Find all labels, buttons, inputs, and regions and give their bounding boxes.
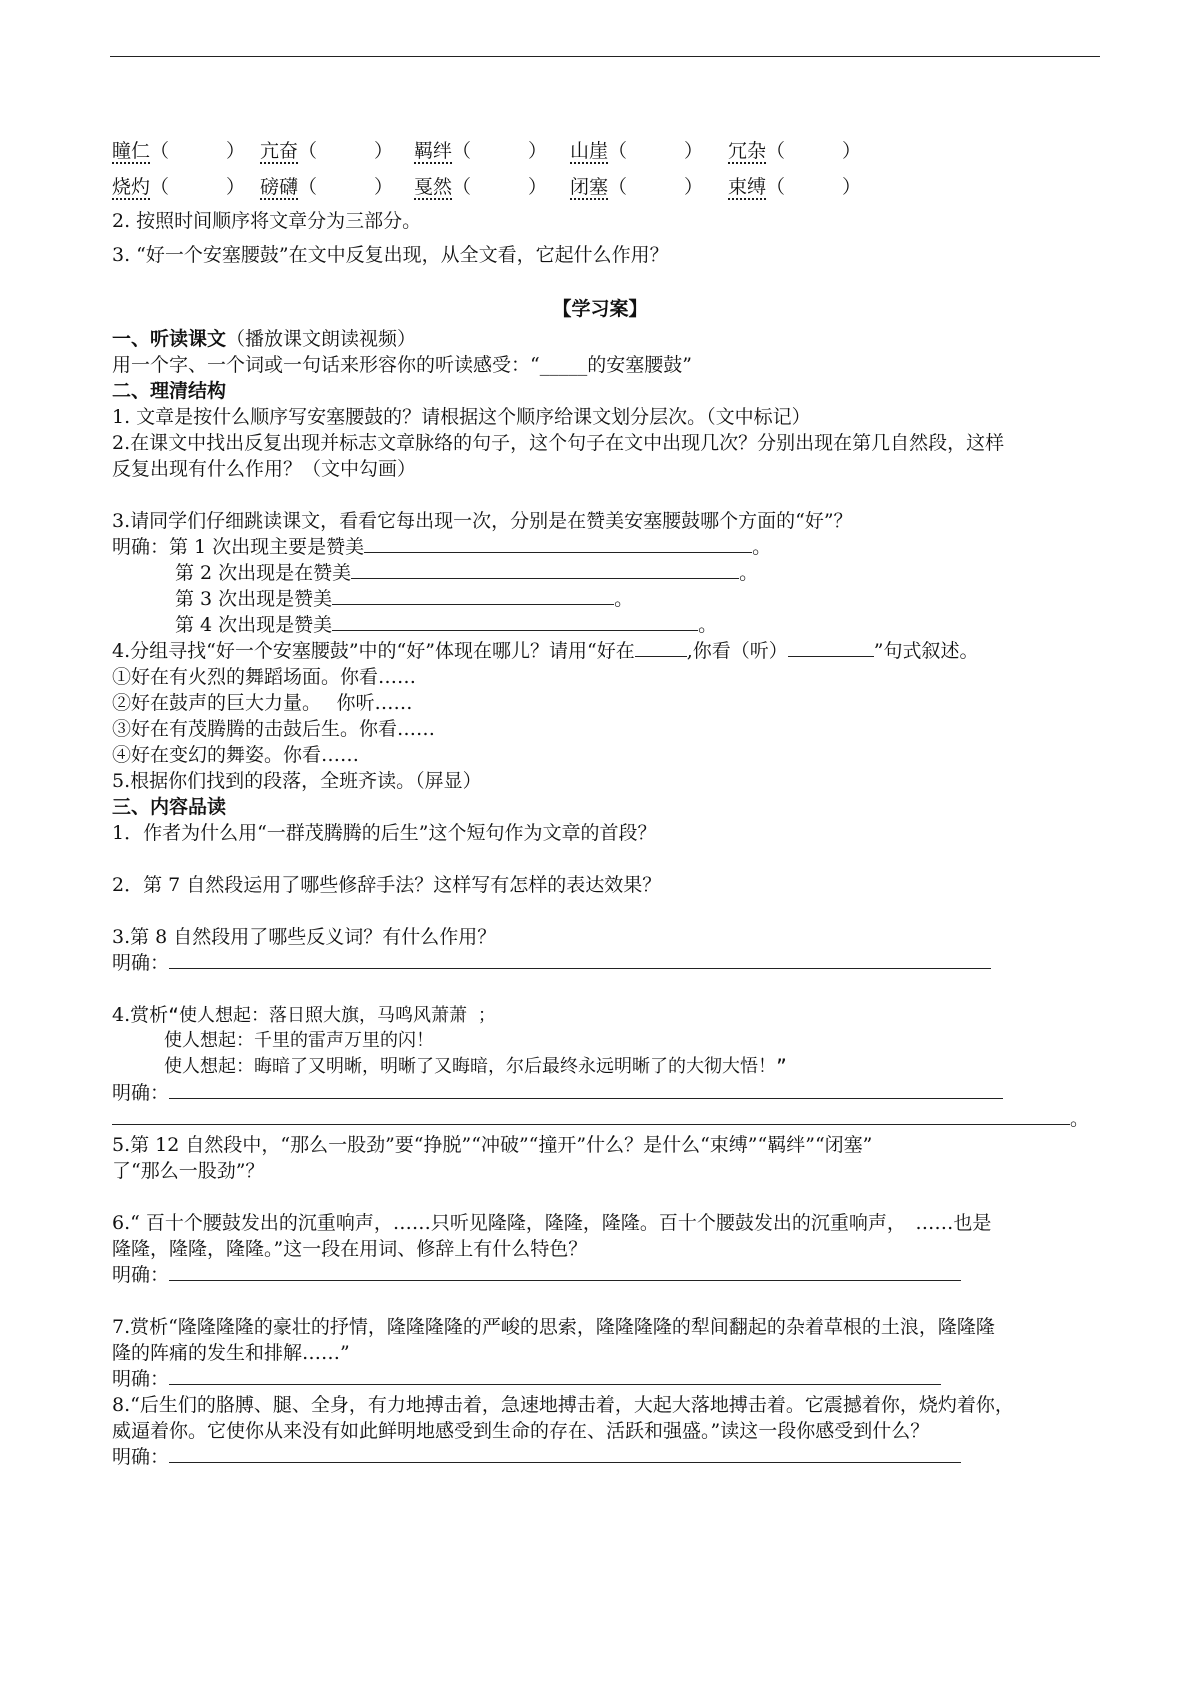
vocab-word: 山崖 <box>570 140 609 162</box>
s2-option-4: ④好在变幻的舞姿。你看…… <box>112 744 360 766</box>
s3-q4-lead: 4.赏析 <box>112 1004 169 1026</box>
answer-label: 明确： <box>112 1082 170 1104</box>
s3-q4-answer <box>112 1080 1003 1106</box>
s2-m4-label: 第 4 次出现是赞美 <box>175 614 333 636</box>
answer-blank[interactable] <box>169 1262 961 1281</box>
answer-blank[interactable] <box>169 1366 941 1385</box>
preview-q2: 2. 按照时间顺序将文章分为三部分。 <box>112 210 422 232</box>
s3-q8a: 8.“后生们的胳膊、腿、全身，有力地搏击着，急速地搏击着，大起大落地搏击着。它震撼着你，烧灼着你， <box>112 1394 1014 1416</box>
s3-q8-answer <box>112 1444 961 1470</box>
s2-q2b: 反复出现有什么作用？（文中勾画） <box>112 458 417 480</box>
s3-q6b: 隆隆，隆隆，隆隆。”这一段在用词、修辞上有什么特色？ <box>112 1238 588 1260</box>
s2-q2a: 2.在课文中找出反复出现并标志文章脉络的句子，这个句子在文中出现几次？分别出现在第几自然段，这样 <box>112 432 1005 454</box>
answer-label: 明确： <box>112 952 170 974</box>
s1-prompt-b: 的安塞腰鼓” <box>587 354 692 376</box>
vocab-paren[interactable]: （ ） <box>766 140 862 162</box>
answer-blank[interactable] <box>635 638 687 657</box>
s3-q4-answer-2 <box>112 1106 1089 1132</box>
vocab-paren[interactable]: （ ） <box>298 140 394 162</box>
period: 。 <box>752 536 772 558</box>
s3-q7b: 隆的阵痛的发生和排解……” <box>112 1342 350 1364</box>
answer-blank[interactable] <box>332 612 698 631</box>
s2-q4c: ”句式叙述。 <box>873 640 979 662</box>
s2-q4 <box>112 638 978 664</box>
s3-q5b: 了“那么一股劲”？ <box>112 1160 265 1182</box>
s2-m3-label: 第 3 次出现是赞美 <box>175 588 333 610</box>
s3-q6-answer <box>112 1262 961 1288</box>
vocab-word: 羁绊 <box>414 140 453 162</box>
vocab-paren[interactable]: （ ） <box>298 176 394 198</box>
s2-option-3: ③好在有茂腾腾的击鼓后生。你看…… <box>112 718 436 740</box>
s2-m2 <box>175 560 758 586</box>
vocab-word: 磅礴 <box>260 176 299 198</box>
preview-q3: 3. “好一个安塞腰鼓”在文中反复出现，从全文看，它起什么作用？ <box>112 244 669 266</box>
s3-q4-quote-2: 使人想起：千里的雷声万里的闪！ <box>164 1030 434 1051</box>
s3-q4-quote-3: 使人想起：晦暗了又明晰，明晰了又晦暗，尔后最终永远明晰了的大彻大悟！” <box>164 1056 787 1077</box>
s1-prompt <box>112 352 692 378</box>
s1-heading-line <box>112 326 416 352</box>
answer-blank[interactable] <box>169 950 991 969</box>
s2-q5: 5.根据你们找到的段落，全班齐读。（屏显） <box>112 770 482 792</box>
s3-q2: 2．第 7 自然段运用了哪些修辞手法？这样写有怎样的表达效果？ <box>112 874 662 896</box>
vocab-word: 烧灼 <box>112 176 151 198</box>
vocab-paren[interactable]: （ ） <box>608 176 704 198</box>
answer-label: 明确： <box>112 1368 170 1390</box>
s2-m3 <box>175 586 633 612</box>
s3-q5a: 5.第 12 自然段中，“那么一股劲”要“挣脱”“冲破”“撞开”什么？是什么“束缚”“羁绊”“闭塞” <box>112 1134 873 1156</box>
s3-q8b: 威逼着你。它使你从来没有如此鲜明地感受到生命的存在、活跃和强盛。”读这一段你感受到什么？ <box>112 1420 930 1442</box>
answer-blank[interactable] <box>169 1080 1003 1099</box>
vocab-word: 冗杂 <box>728 140 767 162</box>
s2-m2-label: 第 2 次出现是在赞美 <box>175 562 352 584</box>
vocab-paren[interactable]: （ ） <box>150 176 246 198</box>
answer-label: 明确： <box>112 1264 170 1286</box>
period: 。 <box>614 588 634 610</box>
s3-q4-quote-1: “使人想起：落日照大旗，马鸣风萧萧 ； <box>168 1005 496 1026</box>
answer-blank[interactable] <box>351 560 739 579</box>
answer-blank[interactable] <box>169 1444 961 1463</box>
vocab-word: 束缚 <box>728 176 767 198</box>
period: 。 <box>1070 1108 1090 1130</box>
s3-q7a: 7.赏析“隆隆隆隆的豪壮的抒情，隆隆隆隆的严峻的思索，隆隆隆隆的犁间翻起的杂着草根的土浪，隆隆隆 <box>112 1316 995 1338</box>
s3-q3: 3.第 8 自然段用了哪些反义词？有什么作用？ <box>112 926 497 948</box>
s3-q6a: 6.“ 百十个腰鼓发出的沉重响声，……只听见隆隆，隆隆，隆隆。百十个腰鼓发出的沉重响声， ……也是 <box>112 1212 992 1234</box>
s2-m1-label: 明确：第 1 次出现主要是赞美 <box>112 536 365 558</box>
s2-option-2: ②好在鼓声的巨大力量。 你听…… <box>112 692 413 714</box>
vocab-paren[interactable]: （ ） <box>608 140 704 162</box>
s3-q3-answer <box>112 950 991 976</box>
s1-note: （播放课文朗读视频） <box>226 328 417 350</box>
s1-blank[interactable]: _____ <box>539 354 588 376</box>
vocab-word: 戛然 <box>414 176 453 198</box>
header-rule <box>110 56 1100 57</box>
answer-blank[interactable] <box>332 586 614 605</box>
section-title: 【学习案】 <box>552 298 648 320</box>
s3-q1: 1．作者为什么用“一群茂腾腾的后生”这个短句作为文章的首段？ <box>112 822 657 844</box>
answer-blank[interactable] <box>788 638 874 657</box>
vocab-word: 瞳仁 <box>112 140 151 162</box>
s2-q4b: ,你看（听） <box>686 640 788 662</box>
s2-m1 <box>112 534 771 560</box>
s1-prompt-a: 用一个字、一个词或一句话来形容你的听读感受：“ <box>112 354 540 376</box>
answer-label: 明确： <box>112 1446 170 1468</box>
vocab-word: 亢奋 <box>260 140 299 162</box>
period: 。 <box>739 562 759 584</box>
answer-blank[interactable] <box>112 1106 1070 1125</box>
vocab-word: 闭塞 <box>570 176 609 198</box>
s2-q1: 1. 文章是按什么顺序写安塞腰鼓的？请根据这个顺序给课文划分层次。（文中标记） <box>112 406 811 428</box>
s2-heading: 二、理清结构 <box>112 380 227 402</box>
vocab-paren[interactable]: （ ） <box>452 176 548 198</box>
s2-q3: 3.请同学们仔细跳读课文，看看它每出现一次，分别是在赞美安塞腰鼓哪个方面的“好”？ <box>112 510 853 532</box>
s2-option-1: ①好在有火烈的舞蹈场面。你看…… <box>112 666 417 688</box>
period: 。 <box>698 614 718 636</box>
s3-q7-answer <box>112 1366 941 1392</box>
answer-blank[interactable] <box>364 534 752 553</box>
s1-heading: 一、听读课文 <box>112 328 227 350</box>
vocab-paren[interactable]: （ ） <box>766 176 862 198</box>
s3-q4-line1 <box>112 1002 496 1029</box>
vocab-paren[interactable]: （ ） <box>150 140 246 162</box>
s2-q4a: 4.分组寻找“好一个安塞腰鼓”中的“好”体现在哪儿？请用“好在 <box>112 640 635 662</box>
s3-heading: 三、内容品读 <box>112 796 227 818</box>
s2-m4 <box>175 612 717 638</box>
vocab-paren[interactable]: （ ） <box>452 140 548 162</box>
